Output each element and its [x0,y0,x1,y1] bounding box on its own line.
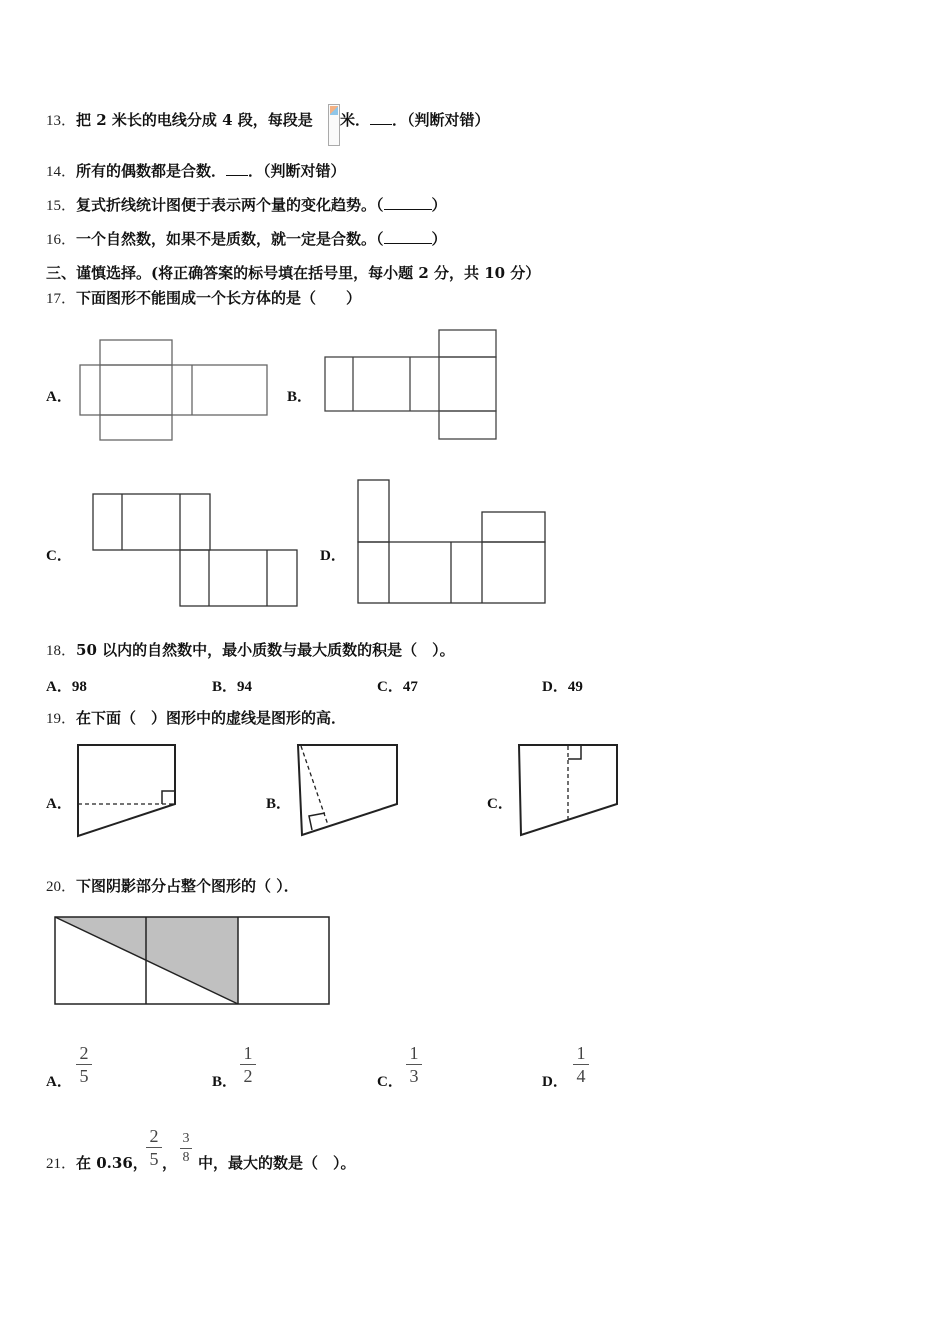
question-text: 把 2 米长的电线分成 4 段，每段是 [76,111,313,129]
option-c-label[interactable]: C． [377,1074,403,1090]
broken-image-icon [328,104,340,146]
net-figure-d [356,478,551,608]
net-figure-b [324,328,504,443]
question-19 [46,708,346,729]
question-21 [46,1153,148,1174]
question-14 [46,161,346,182]
option-b-label[interactable]: B． [266,796,292,812]
question-text: 一个自然数，如果不是质数，就一定是合数。（ [76,230,384,248]
option-b-label[interactable]: B． [287,389,313,405]
fraction-option-b [240,1044,256,1085]
fraction-option-c [406,1044,422,1085]
question-number: 18． [46,643,77,659]
net-figure-a [78,338,278,448]
answer-blank[interactable] [370,110,392,125]
answer-blank[interactable] [384,195,432,210]
question-18 [46,640,455,661]
question-15 [46,195,447,216]
option-c[interactable]: C．47 [377,679,418,695]
option-c-label[interactable]: C． [46,548,72,564]
answer-blank[interactable] [226,161,248,176]
question-number: 16． [46,232,77,248]
numerator: 1 [243,1043,253,1063]
fraction-three-eighths [180,1132,192,1165]
denominator: 2 [243,1066,253,1086]
option-a[interactable]: A．98 [46,679,87,695]
denominator: 4 [576,1066,586,1086]
option-d-label[interactable]: D． [542,1074,568,1090]
question-number: 15． [46,198,77,214]
option-b-label[interactable]: B． [212,1074,238,1090]
option-b[interactable]: B．94 [212,679,253,695]
question-number: 13． [46,113,77,129]
trapezoid-figure-b [295,742,405,842]
numerator: 2 [149,1126,159,1146]
numerator: 1 [409,1043,419,1063]
answer-blank[interactable] [384,229,432,244]
question-13-tail [340,110,490,130]
question-text: ） [431,230,447,248]
denominator: 8 [182,1150,190,1165]
question-text: 复式折线统计图便于表示两个量的变化趋势。（ [76,196,384,214]
trapezoid-figure-a [74,742,184,842]
denominator: 3 [409,1066,419,1086]
question-text: 米． [340,111,371,129]
option-a-label[interactable]: A． [46,1074,72,1090]
option-d[interactable]: D．49 [542,679,583,695]
fraction-option-d [573,1044,589,1085]
question-text: 在 0.36， [76,1154,148,1172]
shaded-rectangle-figure [52,914,332,1009]
option-a-label[interactable]: A． [46,796,72,812]
question-text: 下面图形不能围成一个长方体的是（ ） [76,289,362,307]
question-text: 50 以内的自然数中，最小质数与最大质数的积是（ ）。 [76,641,455,659]
numerator: 2 [79,1043,89,1063]
question-16 [46,229,447,250]
fraction-two-fifths [146,1127,162,1168]
option-a-label[interactable]: A． [46,389,72,405]
section-heading: 三、谨慎选择。(将正确答案的标号填在括号里，每小题 2 分，共 10 分） [46,264,541,282]
numerator: 1 [576,1043,586,1063]
denominator: 5 [79,1066,89,1086]
trapezoid-figure-c [516,742,626,842]
question-17 [46,288,361,309]
fraction-option-a [76,1044,92,1085]
question-text: 中，最大的数是（ ）。 [198,1154,356,1172]
separator: ， [162,1154,178,1172]
question-number: 21． [46,1156,77,1172]
question-number: 14． [46,164,77,180]
question-text: ） [431,196,447,214]
question-text: 下图阴影部分占整个图形的（ ）． [76,877,299,895]
question-20 [46,876,299,897]
numerator: 3 [182,1131,190,1146]
question-number: 19． [46,711,77,727]
question-text: 所有的偶数都是合数． [76,162,227,180]
net-figure-c [92,493,302,613]
option-c-label[interactable]: C． [487,796,513,812]
question-number: 17． [46,291,77,307]
question-number: 20． [46,879,77,895]
option-d-label[interactable]: D． [320,548,346,564]
question-text: 在下面（ ）图形中的虚线是图形的高． [76,709,347,727]
denominator: 5 [149,1149,159,1169]
question-text: ．（判断对错） [392,111,490,129]
question-text: ．（判断对错） [248,162,346,180]
question-13 [46,110,313,131]
